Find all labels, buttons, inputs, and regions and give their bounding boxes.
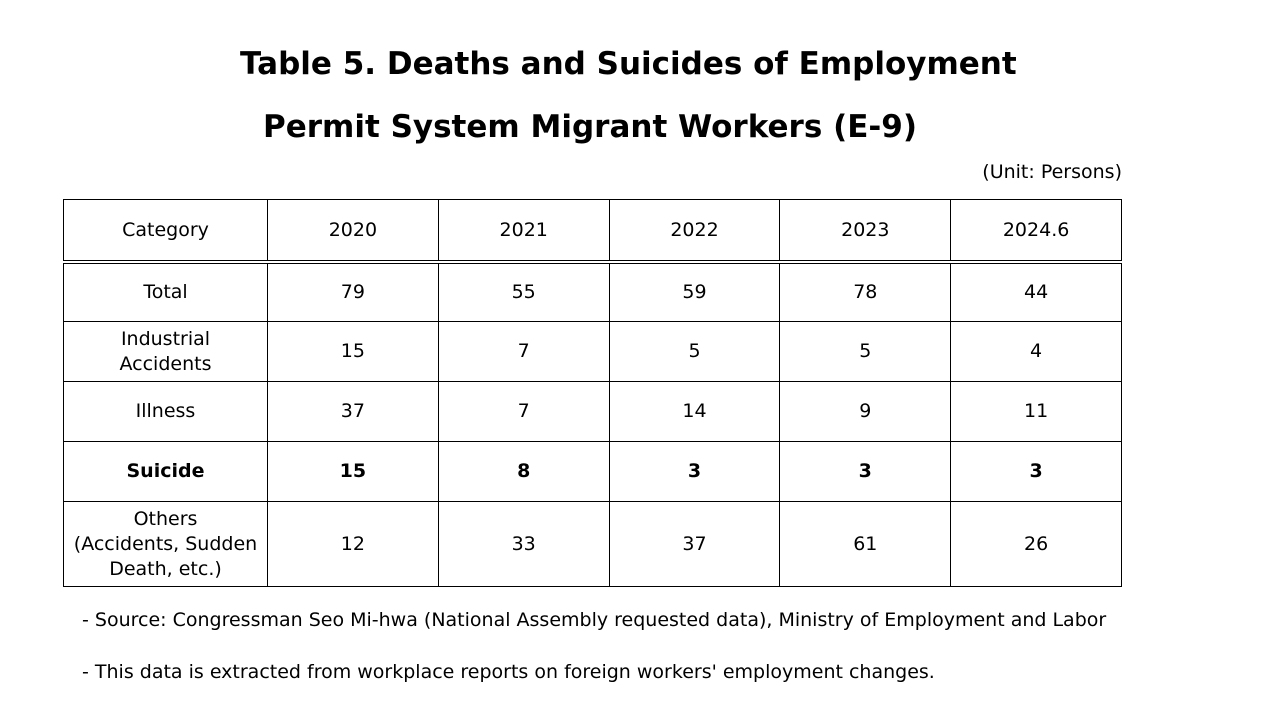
header-2021: 2021 — [438, 200, 609, 263]
table-cell: 61 — [780, 502, 951, 587]
table-cell: 12 — [268, 502, 439, 587]
table-title-line-1: Table 5. Deaths and Suicides of Employment — [240, 46, 1017, 82]
table-cell: 5 — [609, 322, 780, 382]
table-cell: 3 — [609, 442, 780, 502]
table-cell: 44 — [951, 262, 1122, 322]
unit-label: (Unit: Persons) — [982, 161, 1122, 183]
table-cell: 3 — [780, 442, 951, 502]
header-row — [64, 200, 1122, 263]
table-cell: 37 — [268, 382, 439, 442]
table-cell: 59 — [609, 262, 780, 322]
table-cell: 15 — [268, 442, 439, 502]
row-label-illness: Illness — [64, 382, 268, 442]
row-label-line: Accidents — [119, 352, 212, 375]
table-cell: 78 — [780, 262, 951, 322]
table-cell: 9 — [780, 382, 951, 442]
table-cell: 7 — [438, 322, 609, 382]
table-cell: 8 — [438, 442, 609, 502]
header-2023: 2023 — [780, 200, 951, 263]
table-cell: 3 — [951, 442, 1122, 502]
table-row-total — [64, 262, 1122, 322]
header-2024-6: 2024.6 — [951, 200, 1122, 263]
row-label-line: Death, etc.) — [109, 557, 222, 580]
header-2022: 2022 — [609, 200, 780, 263]
table-row-others — [64, 502, 1122, 587]
row-label-industrial-accidents — [64, 322, 268, 382]
row-label-line: Others — [133, 507, 198, 530]
table-cell: 55 — [438, 262, 609, 322]
table-cell: 4 — [951, 322, 1122, 382]
header-2020: 2020 — [268, 200, 439, 263]
table-cell: 33 — [438, 502, 609, 587]
table-cell: 15 — [268, 322, 439, 382]
table-row-illness — [64, 382, 1122, 442]
row-label-line: Industrial — [120, 327, 211, 350]
table-title-line-2: Permit System Migrant Workers (E-9) — [263, 109, 918, 145]
row-label-suicide: Suicide — [64, 442, 268, 502]
row-label-total: Total — [64, 262, 268, 322]
source-note: - Source: Congressman Seo Mi-hwa (National Assembly requested data), Ministry of Employment and Labor — [82, 609, 1107, 631]
table-cell: 14 — [609, 382, 780, 442]
table-row-suicide — [64, 442, 1122, 502]
deaths-suicides-table — [63, 199, 1122, 587]
row-label-others — [64, 502, 268, 587]
row-label-line: (Accidents, Sudden — [73, 532, 258, 555]
table-cell: 26 — [951, 502, 1122, 587]
table-cell: 5 — [780, 322, 951, 382]
table-cell: 7 — [438, 382, 609, 442]
table-row-industrial-accidents — [64, 322, 1122, 382]
data-origin-note: - This data is extracted from workplace reports on foreign workers' employment changes. — [82, 661, 935, 683]
table-cell: 37 — [609, 502, 780, 587]
table-cell: 79 — [268, 262, 439, 322]
table-cell: 11 — [951, 382, 1122, 442]
header-category: Category — [64, 200, 268, 263]
